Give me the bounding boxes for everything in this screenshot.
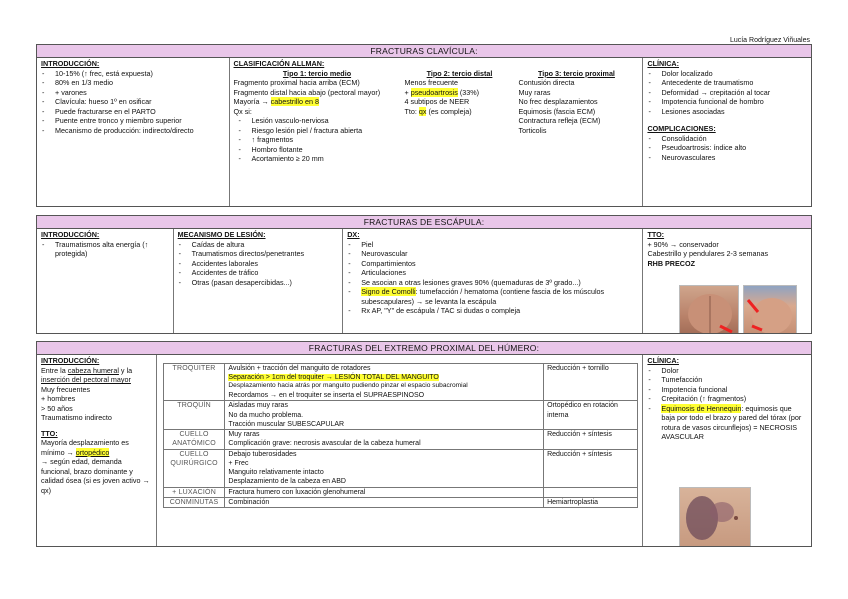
scapula-photo-2 bbox=[743, 285, 797, 333]
desc-line: Complicación grave: necrosis avascular de la cabeza humeral bbox=[228, 440, 421, 448]
clinic-title: CLÍNICA: bbox=[647, 59, 679, 68]
humerus-table-wrap bbox=[157, 355, 644, 546]
scapula-photo-1 bbox=[679, 285, 739, 333]
text: Entre la bbox=[41, 365, 68, 375]
row-tto: Reducción + síntesis bbox=[544, 430, 638, 449]
complications-list bbox=[647, 134, 807, 163]
list-item: - Puente entre tronco y miembro superior bbox=[41, 116, 225, 126]
tipo2-line bbox=[405, 107, 515, 117]
highlight: pseudoartrosis bbox=[410, 87, 458, 97]
desc-line: Desplazamiento hacia atrás por manguito pudiendo pinzar el espacio subacromial bbox=[228, 382, 468, 390]
tipo3-line: Muy raras bbox=[518, 87, 551, 97]
list-item bbox=[347, 287, 638, 306]
highlight: qx bbox=[418, 106, 427, 116]
desc-line: Fractura humero con luxación glenohumeral bbox=[228, 488, 366, 496]
tipo3-title: Tipo 3: tercio proximal bbox=[537, 68, 615, 78]
classification-title: CLASIFICACIÓN ALLMAN: bbox=[233, 59, 325, 68]
text: + bbox=[404, 87, 411, 97]
humerus-intro-line: > 50 años bbox=[41, 403, 73, 413]
list-item: - 10-15% (↑ frec, está expuesta) bbox=[41, 69, 225, 79]
text: y la bbox=[118, 365, 133, 375]
row-desc bbox=[225, 364, 544, 401]
humerus-table bbox=[163, 363, 639, 508]
tipo2-line: Menos frecuente bbox=[404, 78, 459, 87]
list-item: - Puede fracturarse en el PARTO bbox=[41, 107, 225, 117]
tipo3-line: Equimosis (fascia ECM) bbox=[518, 106, 596, 116]
row-tto: Ortopédico en rotación interna bbox=[544, 401, 638, 430]
tipo1-title: Tipo 1: tercio medio bbox=[282, 68, 352, 78]
list-item: - Neurovasculares bbox=[647, 153, 807, 163]
list-item: - Mecanismo de producción: indirecto/directo bbox=[41, 126, 225, 136]
list-item: - Rx AP, "Y" de escápula / TAC si dudas o compleja bbox=[347, 306, 638, 316]
list-item: - Se asocian a otras lesiones graves 90% (quemaduras de 3º grado...) bbox=[347, 278, 638, 288]
highlight: cabestrillo en 8 bbox=[270, 97, 320, 106]
row-tto: Hemiartroplastia bbox=[544, 497, 638, 507]
highlight: Equimosis de Hennequin bbox=[661, 403, 742, 413]
row-name: TROQUÍN bbox=[163, 401, 225, 430]
desc-line: No da mucho problema. bbox=[228, 411, 304, 419]
text: Mayoría → bbox=[233, 97, 271, 106]
tipo1-line: Qx si: bbox=[233, 106, 252, 116]
tipo1 bbox=[234, 69, 405, 164]
hennequin-photo bbox=[679, 487, 751, 546]
patient-back-photo-icon bbox=[680, 286, 738, 333]
text: : equimosis que baja por todo el brazo y pared del tórax (por rotura de vasos circunflejos) = NECROSIS AVASCULAR bbox=[661, 403, 802, 441]
desc-line: Recordamos → en el troquiter se inserta el SUPRAESPINOSO bbox=[228, 392, 425, 400]
humerus-intro-line bbox=[41, 366, 152, 385]
mechanism-list bbox=[178, 240, 339, 288]
list-item: - Acortamiento ≥ 20 mm bbox=[238, 154, 401, 164]
list-item: - ↑ fragmentos bbox=[238, 135, 401, 145]
complications-title: COMPLICACIONES: bbox=[647, 124, 716, 133]
list-item: - 80% en 1/3 medio bbox=[41, 78, 225, 88]
list-item: - Compartimientos bbox=[347, 259, 638, 269]
humerus-clinic-title: CLÍNICA: bbox=[647, 356, 679, 365]
tipo2-line bbox=[405, 88, 515, 98]
bruise-photo-icon bbox=[680, 488, 750, 546]
text: Mayoría desplazamiento es mínimo → bbox=[41, 438, 129, 457]
text: (33%) bbox=[457, 87, 480, 97]
clavicle-classification bbox=[230, 58, 644, 206]
list-item bbox=[647, 404, 807, 442]
list-item: - Neurovascular bbox=[347, 249, 638, 259]
clavicle-section bbox=[36, 44, 812, 207]
scapula-tto bbox=[643, 229, 811, 333]
list-item: - Articulaciones bbox=[347, 268, 638, 278]
humerus-intro-line: Traumatismo indirecto bbox=[41, 413, 112, 422]
row-desc bbox=[225, 497, 544, 507]
tipo3-line: No frec desplazamientos bbox=[518, 97, 598, 106]
desc-line: Debajo tuberosidades bbox=[228, 450, 297, 458]
scapula-intro-title: INTRODUCCIÓN: bbox=[41, 230, 100, 239]
desc-line: Manguito relativamente intacto bbox=[228, 469, 324, 477]
tto-line: RHB PRECOZ bbox=[647, 258, 695, 268]
list-item: - Crepitación (↑ fragmentos) bbox=[647, 394, 807, 404]
tipo2-title: Tipo 2: tercio distal bbox=[426, 68, 493, 78]
list-item: - Accidentes de tráfico bbox=[178, 268, 339, 278]
tipo3-line: Torticolis bbox=[518, 125, 547, 135]
tipo3-line: Contractura refleja (ECM) bbox=[518, 116, 601, 125]
text: Tto: bbox=[404, 106, 419, 116]
table-row bbox=[163, 449, 638, 487]
text: : tumefacción / hematoma (contiene fascia de los músculos subescapulares) → se levanta la escápula bbox=[361, 287, 605, 306]
text: (es compleja) bbox=[426, 106, 472, 116]
row-desc bbox=[225, 401, 544, 430]
scapula-title: FRACTURAS DE ESCÁPULA: bbox=[37, 216, 811, 229]
desc-line: Avulsión + tracción del manguito de rotadores bbox=[228, 365, 371, 372]
clavicle-intro-title: INTRODUCCIÓN: bbox=[41, 59, 100, 68]
desc-line: Tracción muscular SUBESCAPULAR bbox=[228, 420, 345, 428]
list-item: - Tumefacción bbox=[647, 375, 807, 385]
row-tto: Reducción + síntesis bbox=[544, 449, 638, 487]
humerus-clinic-list bbox=[647, 366, 807, 442]
humerus-tto-line: → según edad, demanda funcional, brazo dominante y calidad ósea (si es joven activo → qx) bbox=[41, 457, 150, 495]
list-item: - Otras (pasan desapercibidas...) bbox=[178, 278, 339, 288]
scapula-section bbox=[36, 215, 812, 334]
clavicle-title: FRACTURAS CLAVÍCULA: bbox=[37, 45, 811, 58]
list-item: - Deformidad → crepitación al tocar bbox=[647, 88, 807, 98]
row-name: CUELLO QUIRÚRGICO bbox=[163, 449, 225, 487]
tto-line: Cabestrillo y pendulares 2-3 semanas bbox=[647, 249, 769, 258]
humerus-intro-title: INTRODUCCIÓN: bbox=[41, 356, 100, 365]
list-item: - Piel bbox=[347, 240, 638, 250]
text: cabeza humeral bbox=[67, 365, 119, 375]
humerus-intro bbox=[37, 355, 157, 546]
dx-list bbox=[347, 240, 638, 316]
humerus-intro-line: + hombres bbox=[41, 394, 76, 403]
list-item: - Antecedente de traumatismo bbox=[647, 78, 807, 88]
patient-shoulder-photo-icon bbox=[744, 286, 796, 333]
list-item: - Pseudoartrosis: índice alto bbox=[647, 143, 807, 153]
list-item: - Clavícula: hueso 1º en osificar bbox=[41, 97, 225, 107]
tto-line: + 90% → conservador bbox=[647, 239, 719, 249]
tipo2-line: 4 subtipos de NEER bbox=[404, 97, 470, 106]
desc-line bbox=[228, 373, 540, 382]
table-row bbox=[163, 487, 638, 497]
tipo3-line: Contusión directa bbox=[518, 78, 575, 87]
highlight: Separación > 1cm del troquiter → LESIÓN TOTAL DEL MANGUITO bbox=[228, 374, 439, 382]
list-item: - Caídas de altura bbox=[178, 240, 339, 250]
desc-line: Desplazamiento de la cabeza en ABD bbox=[228, 478, 346, 486]
table-row bbox=[163, 364, 638, 401]
highlight: Signo de Comolli bbox=[361, 287, 416, 296]
desc-line: Muy raras bbox=[228, 431, 260, 439]
list-item: - Lesión vasculo-nerviosa bbox=[238, 116, 401, 126]
list-item: - Dolor localizado bbox=[647, 69, 807, 79]
scapula-intro bbox=[37, 229, 174, 333]
row-tto: Reducción + tornillo bbox=[544, 364, 638, 401]
humerus-tto-line bbox=[41, 438, 152, 457]
table-row bbox=[163, 430, 638, 449]
row-name: TROQUITER bbox=[163, 364, 225, 401]
row-name: CONMINUTAS bbox=[163, 497, 225, 507]
tipo1-line: Fragmento proximal hacia arriba (ECM) bbox=[233, 78, 360, 87]
humerus-intro-line: Muy frecuentes bbox=[41, 384, 91, 394]
tto-title: TTO: bbox=[647, 230, 665, 239]
list-item: - Consolidación bbox=[647, 134, 807, 144]
row-desc bbox=[225, 487, 544, 497]
list-item: - Riesgo lesión piel / fractura abierta bbox=[238, 126, 401, 136]
list-item: - Impotencia funcional de hombro bbox=[647, 97, 807, 107]
desc-line: + Frec bbox=[228, 459, 249, 467]
humerus-clinic bbox=[643, 355, 811, 546]
highlight: ortopédico bbox=[75, 447, 110, 457]
tipo3 bbox=[519, 69, 639, 164]
clinic-list bbox=[647, 69, 807, 117]
clavicle-intro bbox=[37, 58, 230, 206]
list-item: - Traumatismos directos/penetrantes bbox=[178, 249, 339, 259]
tipo1-line bbox=[234, 97, 401, 107]
scapula-mechanism bbox=[174, 229, 344, 333]
clavicle-clinic bbox=[643, 58, 811, 206]
list-item: - Hombro flotante bbox=[238, 145, 401, 155]
author-name: Lucía Rodríguez Viñuales bbox=[729, 37, 810, 44]
dx-title: DX: bbox=[347, 230, 360, 239]
humerus-section bbox=[36, 341, 812, 547]
list-item: - Dolor bbox=[647, 366, 807, 376]
text: inserción del pectoral mayor bbox=[41, 375, 131, 384]
clavicle-intro-list bbox=[41, 69, 225, 136]
row-desc bbox=[225, 449, 544, 487]
scapula-dx bbox=[343, 229, 643, 333]
list-item: - Traumatismos alta energía (↑ protegida) bbox=[41, 240, 169, 259]
list-item: - Impotencia funcional bbox=[647, 385, 807, 395]
row-name: CUELLO ANATÓMICO bbox=[163, 430, 225, 449]
list-item: - Lesiones asociadas bbox=[647, 107, 807, 117]
list-item: - Accidentes laborales bbox=[178, 259, 339, 269]
tipo1-line: Fragmento distal hacia abajo (pectoral mayor) bbox=[233, 87, 381, 97]
row-name: + LUXACIÓN bbox=[163, 487, 225, 497]
humerus-title: FRACTURAS DEL EXTREMO PROXIMAL DEL HÚMERO: bbox=[37, 342, 811, 355]
scapula-intro-list bbox=[41, 240, 169, 259]
table-row bbox=[163, 401, 638, 430]
humerus-tto-title: TTO: bbox=[41, 428, 58, 438]
tipo1-list bbox=[238, 116, 401, 164]
row-tto bbox=[544, 487, 638, 497]
table-row bbox=[163, 497, 638, 507]
tipo2 bbox=[405, 69, 519, 164]
desc-line: Aisladas muy raras bbox=[228, 402, 288, 410]
mechanism-title: MECANISMO DE LESIÓN: bbox=[177, 230, 266, 239]
row-desc bbox=[225, 430, 544, 449]
list-item: - + varones bbox=[41, 88, 225, 98]
desc-line: Combinación bbox=[228, 498, 270, 506]
